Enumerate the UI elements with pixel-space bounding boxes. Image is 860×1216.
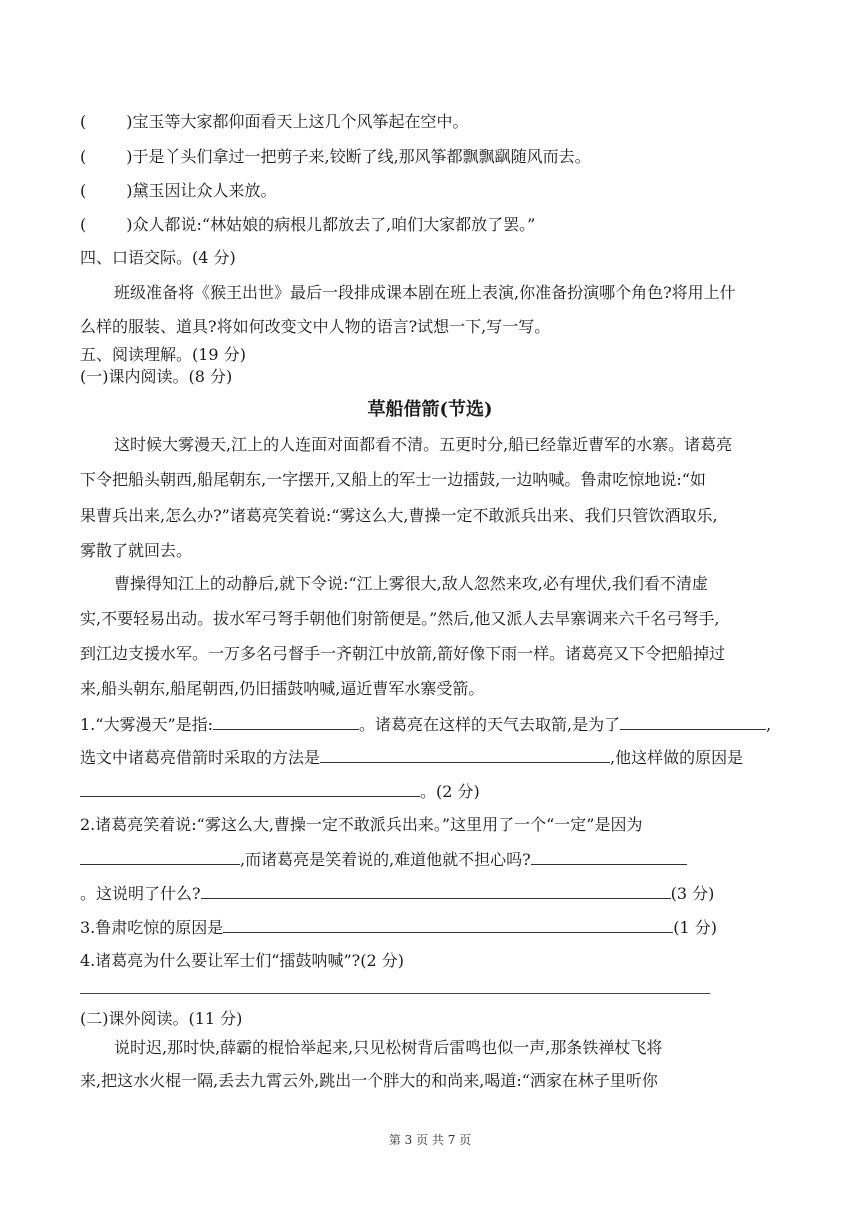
answer-bracket[interactable]: ( xyxy=(80,181,87,200)
section-4-heading: 四、口语交际。(4 分) xyxy=(80,248,236,267)
ordering-item-1: ( )宝玉等大家都仰面看天上这几个风筝起在空中。 xyxy=(80,112,469,131)
question-3: 3.鲁肃吃惊的原因是 (1 分) xyxy=(80,918,718,937)
passage-line: 曹操得知江上的动静后,就下令说:“江上雾很大,敌人忽然来攻,必有埋伏,我们看不清虚 xyxy=(114,574,708,593)
ordering-item-3: ( )黛玉因让众人来放。 xyxy=(80,181,277,200)
question-2-line-1: 2.诸葛亮笑着说:“雾这么大,曹操一定不敢派兵出来。”这里用了一个“一定”是因为 xyxy=(80,815,643,834)
ordering-item-4: ( )众人都说:“林姑娘的病根儿都放去了,咱们大家都放了罢。” xyxy=(80,215,536,234)
passage-line: 来,船头朝东,船尾朝西,仍旧擂鼓呐喊,逼近曹军水寨受箭。 xyxy=(80,679,485,698)
ordering-item-2: ( )于是丫头们拿过一把剪子来,铰断了线,那风筝都飘飘飖随风而去。 xyxy=(80,147,591,166)
question-1-line-3: 。(2 分) xyxy=(80,780,480,803)
passage-line: 雾散了就回去。 xyxy=(80,541,193,560)
passage-2-line: 说时迟,那时快,薛霸的棍恰举起来,只见松树背后雷鸣也似一声,那条铁禅杖飞将 xyxy=(114,1038,663,1057)
answer-bracket[interactable]: ( xyxy=(80,147,87,166)
passage-line: 实,不要轻易出动。拔水军弓弩手朝他们射箭便是。”然后,他又派人去旱寨调来六千名弓弩手, xyxy=(80,609,720,628)
answer-line[interactable] xyxy=(80,993,710,994)
answer-blank[interactable] xyxy=(80,848,240,865)
passage-title: 草船借箭(节选) xyxy=(367,399,493,420)
passage-line: 下令把船头朝西,船尾朝东,一字摆开,又船上的军士一边擂鼓,一边呐喊。鲁肃吃惊地说:“如 xyxy=(80,470,706,489)
answer-blank[interactable] xyxy=(213,713,359,730)
section-4-prompt-line-1: 班级准备将《猴王出世》最后一段排成课本剧在班上表演,你准备扮演哪个角色?将用上什 xyxy=(114,283,736,302)
answer-bracket[interactable]: ( xyxy=(80,112,87,131)
passage-2-line: 来,把这水火棍一隔,丢去九霄云外,跳出一个胖大的和尚来,喝道:“洒家在林子里听你 xyxy=(80,1071,658,1090)
question-1-line-2: 选文中诸葛亮借箭时采取的方法是 ,他这样做的原因是 xyxy=(80,748,744,767)
passage-line: 这时候大雾漫天,江上的人连面对面都看不清。五更时分,船已经靠近曹军的水寨。诸葛亮 xyxy=(114,435,733,454)
answer-blank[interactable] xyxy=(320,746,610,763)
section-4-prompt-line-2: 么样的服装、道具?将如何改变文中人物的语言?试想一下,写一写。 xyxy=(80,317,551,336)
answer-bracket[interactable]: ( xyxy=(80,215,87,234)
answer-blank[interactable] xyxy=(80,780,420,797)
answer-blank[interactable] xyxy=(223,916,673,933)
subsection-2-heading: (二)课外阅读。(11 分) xyxy=(80,1009,243,1028)
answer-blank[interactable] xyxy=(201,882,671,899)
question-2-line-3: 。这说明了什么? (3 分) xyxy=(80,884,715,903)
question-2-line-2: ,而诸葛亮是笑着说的,难道他就不担心吗? xyxy=(80,848,687,871)
passage-line: 到江边支援水军。一万多名弓督手一齐朝江中放箭,箭好像下雨一样。诸葛亮又下令把船掉过 xyxy=(80,644,726,663)
page-number: 第 3 页 共 7 页 xyxy=(388,1133,472,1147)
answer-blank[interactable] xyxy=(620,713,766,730)
section-5-heading: 五、阅读理解。(19 分) xyxy=(80,345,246,364)
question-4: 4.诸葛亮为什么要让军士们“擂鼓呐喊”?(2 分) xyxy=(80,951,404,970)
answer-blank[interactable] xyxy=(531,848,687,865)
subsection-1-heading: (一)课内阅读。(8 分) xyxy=(80,367,233,386)
question-1-line-1: 1.“大雾漫天”是指: 。诸葛亮在这样的天气去取箭,是为了 , xyxy=(80,715,772,734)
passage-line: 果曹兵出来,怎么办?”诸葛亮笑着说:“雾这么大,曹操一定不敢派兵出来、我们只管饮酒取乐, xyxy=(80,506,718,525)
